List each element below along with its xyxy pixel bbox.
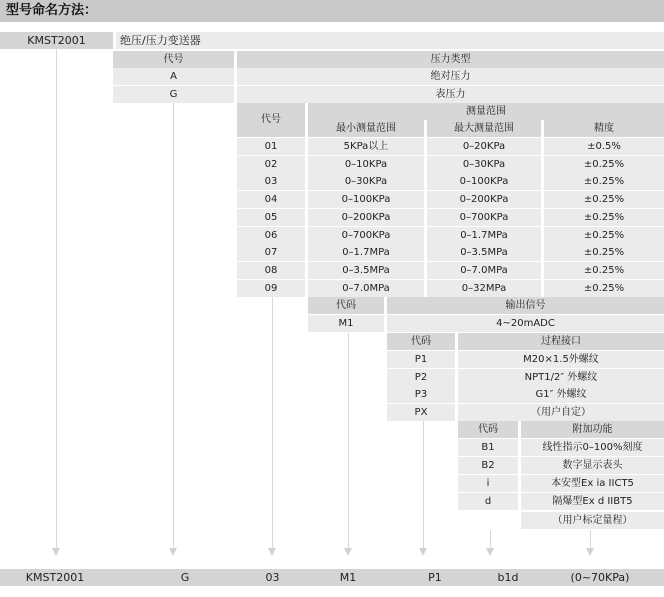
- addon-desc: 本安型Ex ia IICT5: [521, 475, 664, 492]
- range-code: 07: [237, 244, 305, 261]
- output-code-header: 代码: [308, 297, 384, 314]
- title-bar: [0, 0, 664, 22]
- range-min: 0–200KPa: [308, 209, 424, 226]
- range-accuracy: ±0.25%: [544, 280, 664, 297]
- addon-desc: 数字显示表头: [521, 457, 664, 474]
- guide-line: [56, 49, 57, 548]
- pressure-type-desc: 绝对压力: [237, 68, 664, 85]
- down-arrow-icon: [169, 548, 177, 556]
- guide-line: [490, 530, 491, 548]
- guide-line: [423, 421, 424, 548]
- range-max: 0–3.5MPa: [427, 244, 541, 261]
- example-segment: b1d: [497, 571, 519, 584]
- range-accuracy: ±0.25%: [544, 156, 664, 173]
- range-code: 02: [237, 156, 305, 173]
- connection-code: P1: [387, 351, 455, 368]
- range-code: 01: [237, 138, 305, 155]
- addon-code-header: 代码: [458, 421, 518, 438]
- range-min: 0–30KPa: [308, 173, 424, 190]
- example-segment: 03: [265, 571, 280, 584]
- range-min: 0–10KPa: [308, 156, 424, 173]
- example-segment: P1: [428, 571, 442, 584]
- connection-code-header: 代码: [387, 333, 455, 350]
- range-code: 03: [237, 173, 305, 190]
- connection-desc: （用户自定）: [458, 404, 664, 421]
- guide-line: [348, 333, 349, 548]
- range-min-header: 最小测量范围: [308, 120, 424, 137]
- range-min: 0–700KPa: [308, 227, 424, 244]
- range-max-header: 最大测量范围: [427, 120, 541, 137]
- example-segment: G: [180, 571, 190, 584]
- range-accuracy-header: 精度: [544, 120, 664, 137]
- output-desc: 4~20mADC: [387, 315, 664, 332]
- addon-desc: 隔爆型Ex d IIBT5: [521, 493, 664, 510]
- pressure-type-code-header: 代号: [113, 51, 234, 68]
- pressure-type-code: G: [113, 86, 234, 103]
- range-code: 09: [237, 280, 305, 297]
- addon-header: 附加功能: [521, 421, 664, 438]
- connection-desc: M20×1.5外螺纹: [458, 351, 664, 368]
- connection-code: P2: [387, 369, 455, 386]
- output-header: 输出信号: [387, 297, 664, 314]
- range-accuracy: ±0.25%: [544, 209, 664, 226]
- addon-code: d: [458, 493, 518, 510]
- range-code: 05: [237, 209, 305, 226]
- output-code: M1: [308, 315, 384, 332]
- range-accuracy: ±0.25%: [544, 244, 664, 261]
- range-accuracy: ±0.25%: [544, 262, 664, 279]
- range-min: 0–3.5MPa: [308, 262, 424, 279]
- range-max: 0–30KPa: [427, 156, 541, 173]
- model-code: KMST2001: [0, 32, 113, 49]
- range-max: 0–20KPa: [427, 138, 541, 155]
- down-arrow-icon: [268, 548, 276, 556]
- down-arrow-icon: [344, 548, 352, 556]
- down-arrow-icon: [52, 548, 60, 556]
- connection-code: P3: [387, 386, 455, 403]
- model-name: 绝压/压力变送器: [116, 32, 664, 49]
- down-arrow-icon: [419, 548, 427, 556]
- pressure-type-desc: 表压力: [237, 86, 664, 103]
- range-max: 0–1.7MPa: [427, 227, 541, 244]
- connection-code: PX: [387, 404, 455, 421]
- range-min: 0–100KPa: [308, 191, 424, 208]
- range-min: 5KPa以上: [308, 138, 424, 155]
- range-accuracy: ±0.25%: [544, 173, 664, 190]
- down-arrow-icon: [586, 548, 594, 556]
- addon-note: （用户标定量程）: [521, 512, 664, 529]
- addon-code: B2: [458, 457, 518, 474]
- range-code: 08: [237, 262, 305, 279]
- range-max: 0–700KPa: [427, 209, 541, 226]
- range-max: 0–100KPa: [427, 173, 541, 190]
- example-segment: M1: [339, 571, 357, 584]
- range-max: 0–32MPa: [427, 280, 541, 297]
- range-code: 06: [237, 227, 305, 244]
- addon-code: B1: [458, 439, 518, 456]
- addon-desc: 线性指示0–100%刻度: [521, 439, 664, 456]
- page-title: 型号命名方法：: [6, 3, 98, 18]
- range-group-header: 测量范围: [308, 103, 664, 120]
- pressure-type-code: A: [113, 68, 234, 85]
- range-min: 0–7.0MPa: [308, 280, 424, 297]
- range-code: 04: [237, 191, 305, 208]
- example-segment: (0~70KPa): [570, 571, 630, 584]
- range-accuracy: ±0.25%: [544, 227, 664, 244]
- range-max: 0–7.0MPa: [427, 262, 541, 279]
- connection-desc: NPT1/2″ 外螺纹: [458, 369, 664, 386]
- guide-line: [173, 103, 174, 548]
- connection-header: 过程接口: [458, 333, 664, 350]
- example-segment: KMST2001: [25, 571, 85, 584]
- guide-line: [590, 530, 591, 548]
- down-arrow-icon: [486, 548, 494, 556]
- range-min: 0–1.7MPa: [308, 244, 424, 261]
- pressure-type-header: 压力类型: [237, 51, 664, 68]
- connection-desc: G1″ 外螺纹: [458, 386, 664, 403]
- range-code-header: 代号: [237, 103, 305, 137]
- addon-code: i: [458, 475, 518, 492]
- guide-line: [272, 297, 273, 548]
- range-accuracy: ±0.5%: [544, 138, 664, 155]
- range-accuracy: ±0.25%: [544, 191, 664, 208]
- range-max: 0–200KPa: [427, 191, 541, 208]
